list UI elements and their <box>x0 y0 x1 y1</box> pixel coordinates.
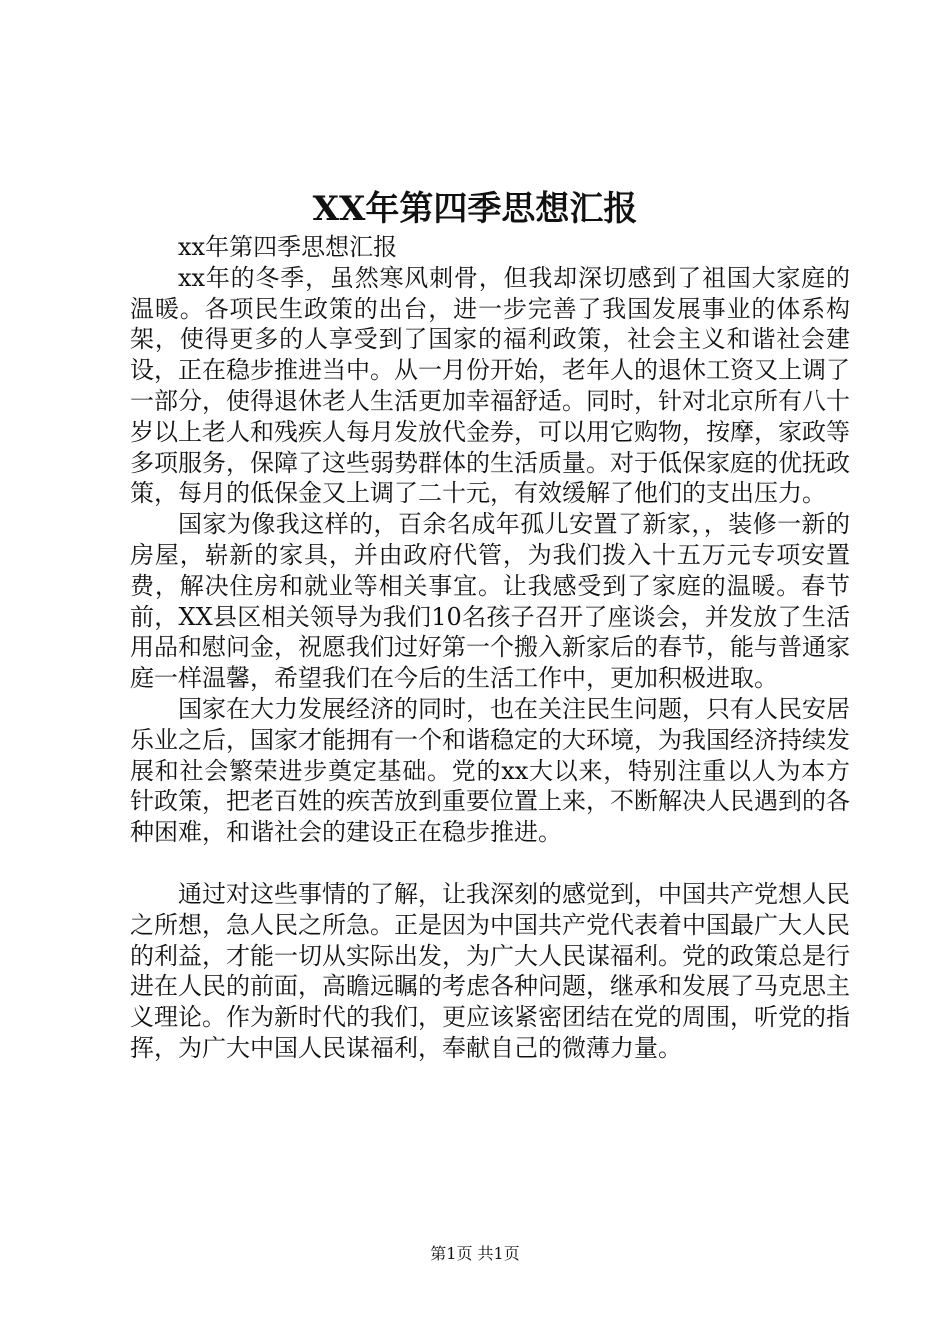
paragraph-2: 国家为像我这样的，百余名成年孤儿安置了新家，，装修一新的房屋，崭新的家具，并由政府代管，为我们拨入十五万元专项安置费，解决住房和就业等相关事宜。让我感受到了家庭的温暖。春节前，XX县区相关领导为我们10名孩子召开了座谈会，并发放了生活用品和慰问金，祝愿我们过好第一个搬入新家后的春节，能与普通家庭一样温馨，希望我们在今后的生活工作中，更加积极进取。 <box>130 510 850 693</box>
document-subtitle: xx年第四季思想汇报 <box>178 233 398 261</box>
page-number-footer: 第1页 共1页 <box>430 1244 520 1263</box>
paragraph-4: 通过对这些事情的了解，让我深刻的感觉到，中国共产党想人民之所想，急人民之所急。正是因为中国共产党代表着中国最广大人民的利益，才能一切从实际出发，为广大人民谋福利。党的政策总是行进在人民的前面，高瞻远瞩的考虑各种问题，继承和发展了马克思主义理论。作为新时代的我们，更应该紧密团结在党的周围，听党的指挥，为广大中国人民谋福利，奉献自己的微薄力量。 <box>130 879 850 1062</box>
paragraph-1: xx年的冬季，虽然寒风刺骨，但我却深切感到了祖国大家庭的温暖。各项民生政策的出台，进一步完善了我国发展事业的体系构架，使得更多的人享受到了国家的福利政策，社会主义和谐社会建设，正在稳步推进当中。从一月份开始，老年人的退休工资又上调了一部分，使得退休老人生活更加幸福舒适。同时，针对北京所有八十岁以上老人和残疾人每月发放代金券，可以用它购物，按摩，家政等多项服务，保障了这些弱势群体的生活质量。对于低保家庭的优抚政策，每月的低保金又上调了二十元，有效缓解了他们的支出压力。 <box>130 263 850 508</box>
paragraph-3: 国家在大力发展经济的同时，也在关注民生问题，只有人民安居乐业之后，国家才能拥有一个和谐稳定的大环境，为我国经济持续发展和社会繁荣进步奠定基础。党的xx大以来，特别注重以人为本方针政策，把老百姓的疾苦放到重要位置上来，不断解决人民遇到的各种困难，和谐社会的建设正在稳步推进。 <box>130 694 850 847</box>
document-body <box>130 232 850 1064</box>
document-title: XX年第四季思想汇报 <box>312 189 638 229</box>
